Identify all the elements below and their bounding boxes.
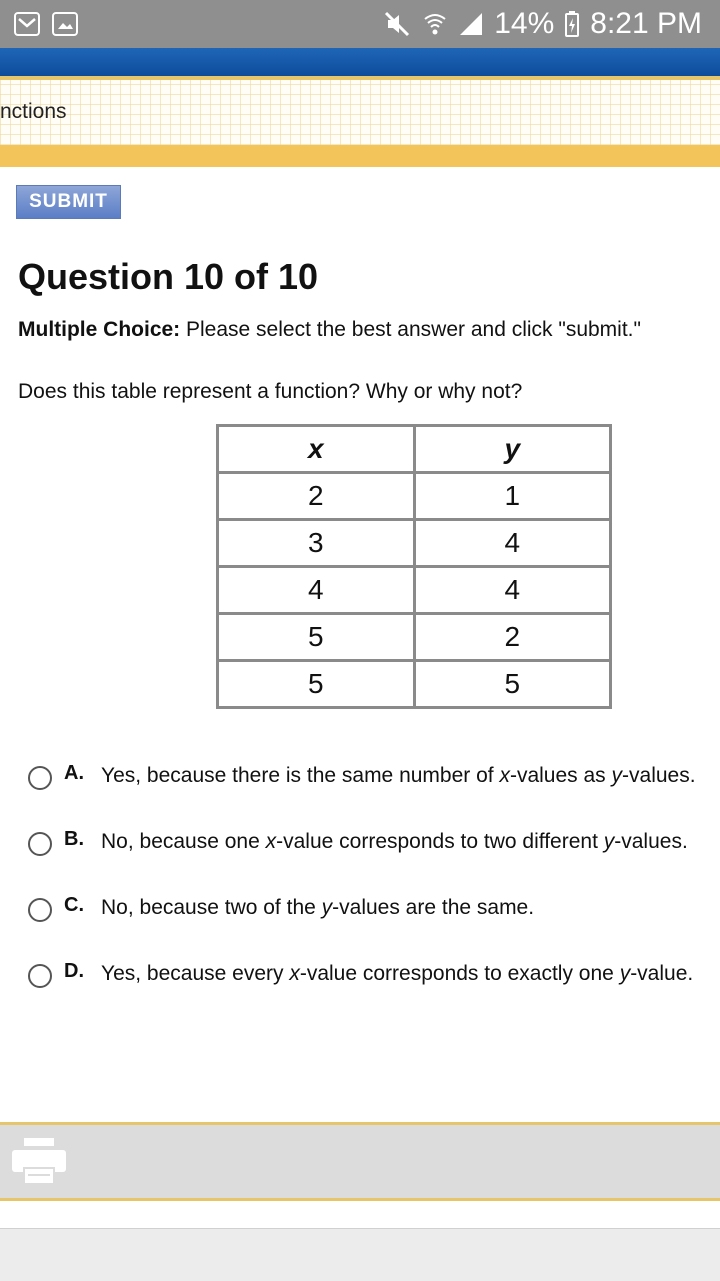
table-cell-x: 3 [218, 520, 415, 567]
table-header-y: y [414, 426, 611, 473]
printer-icon[interactable] [12, 1138, 66, 1186]
table-row [218, 473, 611, 520]
footer-divider-bottom [0, 1198, 720, 1201]
header-grid-band [0, 80, 720, 145]
xy-table [216, 424, 612, 709]
table-header-x: x [218, 426, 415, 473]
submit-button[interactable]: SUBMIT [16, 185, 121, 219]
battery-charging-icon [564, 9, 580, 39]
table-cell-y: 5 [414, 661, 611, 708]
table-cell-x: 4 [218, 567, 415, 614]
radio-button[interactable] [28, 766, 52, 790]
gmail-icon [14, 12, 40, 36]
choice-d[interactable] [28, 956, 718, 996]
wifi-icon [422, 9, 448, 39]
mute-icon [382, 9, 412, 39]
signal-icon [458, 9, 484, 39]
radio-button[interactable] [28, 964, 52, 988]
choice-letter: C. [64, 894, 84, 916]
table-cell-x: 2 [218, 473, 415, 520]
breadcrumb[interactable]: nctions [0, 100, 67, 123]
radio-button[interactable] [28, 832, 52, 856]
footer-bar [0, 1125, 720, 1198]
table-cell-x: 5 [218, 614, 415, 661]
choice-text[interactable]: Yes, because there is the same number of x-values as y-values. [101, 764, 696, 787]
table-row [218, 614, 611, 661]
table-row [218, 567, 611, 614]
table-cell-y: 4 [414, 520, 611, 567]
choice-letter: D. [64, 960, 84, 982]
question-prompt: Does this table represent a function? Why or why not? [18, 380, 523, 403]
header-blue-band [0, 48, 720, 76]
table-cell-x: 5 [218, 661, 415, 708]
battery-percent: 14% [494, 7, 555, 40]
choice-letter: B. [64, 828, 84, 850]
instructions [18, 318, 641, 342]
choice-b[interactable] [28, 824, 718, 864]
gallery-icon [52, 12, 78, 36]
choice-text[interactable]: No, because two of the y-values are the same. [101, 896, 535, 919]
table-cell-y: 1 [414, 473, 611, 520]
header-gold-band [0, 145, 720, 167]
browser-bottom-bar [0, 1228, 720, 1281]
choice-letter: A. [64, 762, 84, 784]
choice-c[interactable] [28, 890, 718, 930]
page-title: Question 10 of 10 [18, 256, 319, 297]
table-cell-y: 2 [414, 614, 611, 661]
radio-button[interactable] [28, 898, 52, 922]
table-row [218, 520, 611, 567]
table-header-row [218, 426, 611, 473]
table-cell-y: 4 [414, 567, 611, 614]
table-row [218, 661, 611, 708]
clock: 8:21 PM [590, 7, 702, 40]
instructions-text: Please select the best answer and click "submit." [180, 318, 641, 341]
choice-a[interactable] [28, 758, 718, 798]
choice-text[interactable]: Yes, because every x-value corresponds to exactly one y-value. [101, 962, 694, 985]
question-type-label: Multiple Choice: [18, 318, 181, 341]
choice-text[interactable]: No, because one x-value corresponds to two different y-values. [101, 830, 688, 853]
status-bar [0, 0, 720, 48]
